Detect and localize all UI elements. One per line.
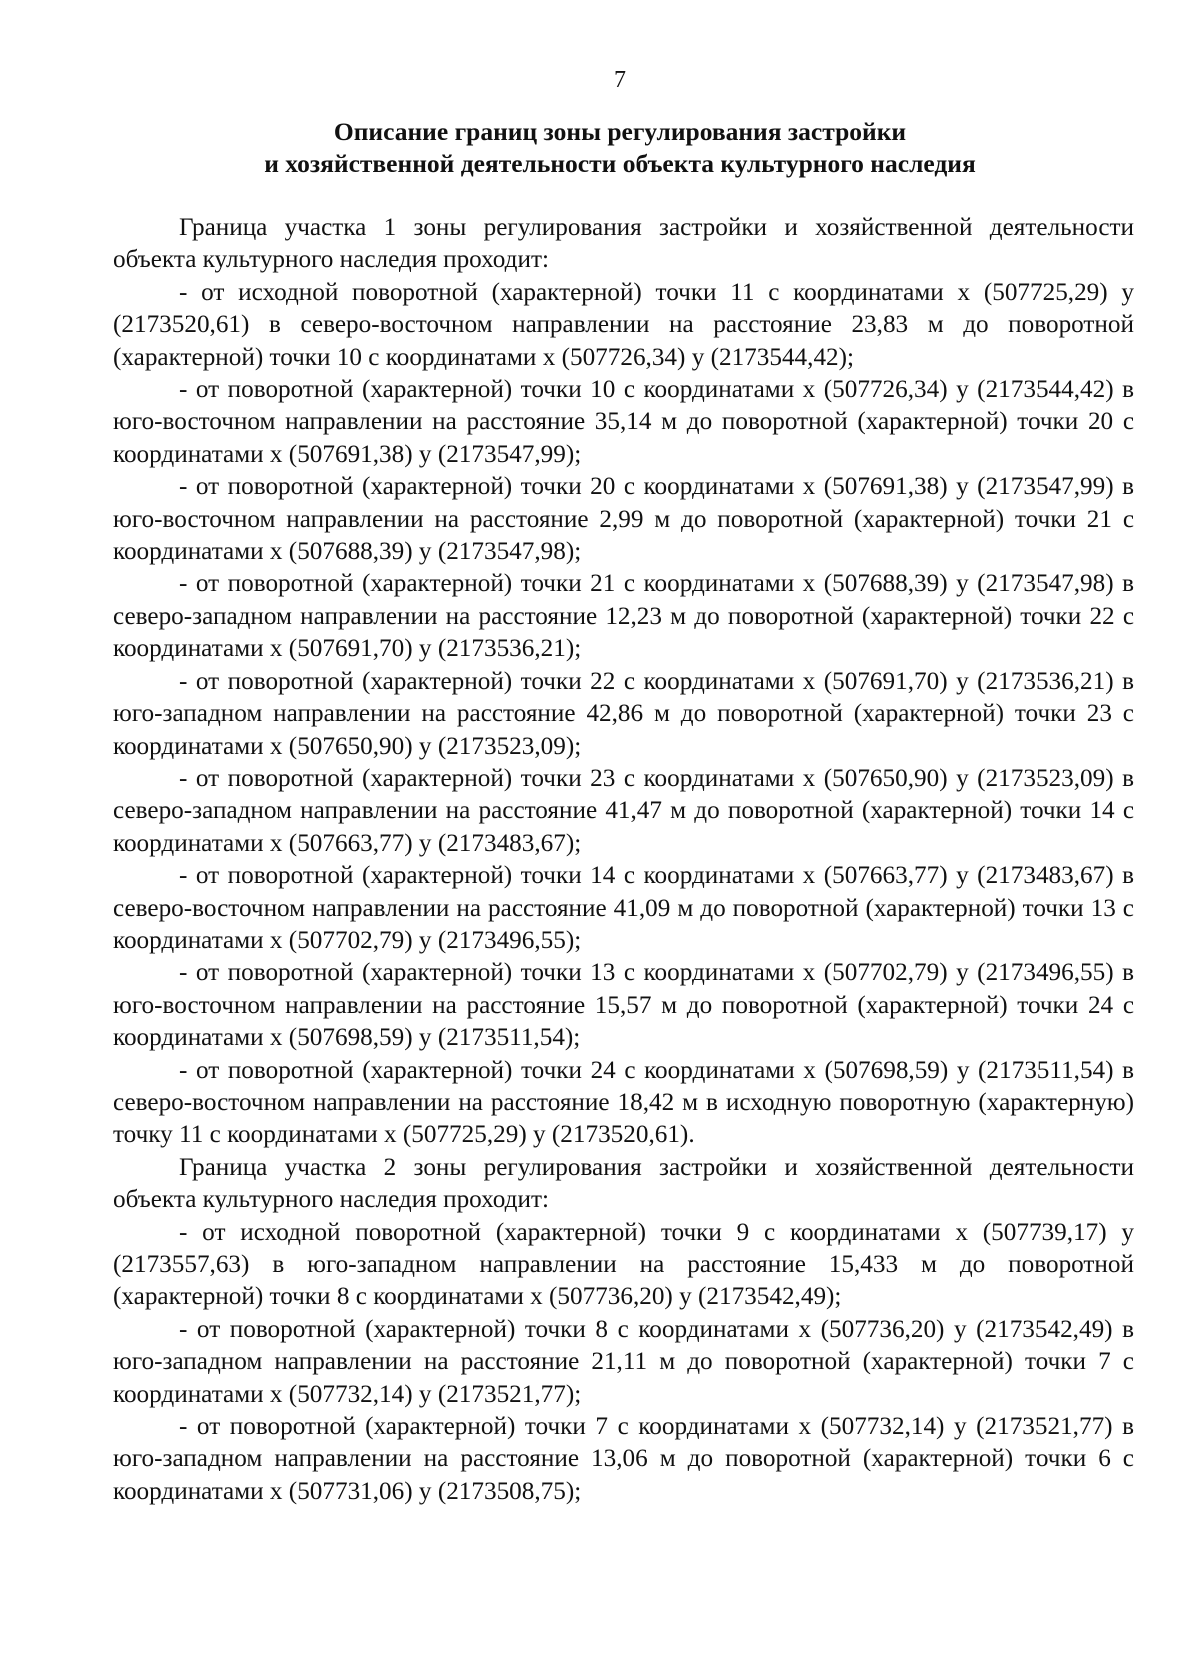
boundary-segment-paragraph: - от поворотной (характерной) точки 10 с координатами х (507726,34) у (2173544,42) в юго-восточном направлении на расстояние 35,14 м до поворотной (характерной) точки 20 с координатами х (507691,38) у (2173547,99);	[113, 376, 1134, 468]
boundary-segment-paragraph: - от исходной поворотной (характерной) точки 11 с координатами х (507725,29) у (2173520,61) в северо-восточном направлении на расстояние 23,83 м до поворотной (характерной) точки 10 с координатами х (507726,34) у (2173544,42);	[113, 278, 1134, 371]
title-line-2: и хозяйственной деятельности объекта культурного наследия	[264, 149, 976, 178]
boundary-segment-paragraph: - от поворотной (характерной) точки 22 с координатами х (507691,70) у (2173536,21) в юго-западном направлении на расстояние 42,86 м до поворотной (характерной) точки 23 с координатами х (507650,90) у (2173523,09);	[113, 667, 1134, 760]
boundary-segment-paragraph: - от поворотной (характерной) точки 21 с координатами х (507688,39) у (2173547,98) в северо-западном направлении на расстояние 12,23 м до поворотной (характерной) точки 22 с координатами х (507691,70) у (2173536,21);	[113, 570, 1134, 663]
boundary-segment-paragraph: - от поворотной (характерной) точки 8 с координатами х (507736,20) у (2173542,49) в юго-западном направлении на расстояние 21,11 м до поворотной (характерной) точки 7 с координатами х (507732,14) у (2173521,77);	[113, 1315, 1134, 1408]
title-line-1: Описание границ зоны регулирования застройки	[333, 117, 907, 146]
section-1-intro-paragraph: Граница участка 1 зоны регулирования застройки и хозяйственной деятельности объекта культурного наследия проходит:	[113, 214, 1134, 274]
boundary-segment-paragraph: - от поворотной (характерной) точки 23 с координатами х (507650,90) у (2173523,09) в северо-западном направлении на расстояние 41,47 м до поворотной (характерной) точки 14 с координатами х (507663,77) у (2173483,67);	[113, 764, 1134, 857]
boundary-segment-paragraph: - от поворотной (характерной) точки 7 с координатами х (507732,14) у (2173521,77) в юго-западном направлении на расстояние 13,06 м до поворотной (характерной) точки 6 с координатами х (507731,06) у (2173508,75);	[113, 1413, 1134, 1505]
document-body	[113, 212, 1134, 1508]
page-number: 7	[614, 67, 626, 93]
document-title	[110, 116, 1130, 180]
boundary-segment-paragraph: - от поворотной (характерной) точки 20 с координатами х (507691,38) у (2173547,99) в юго-восточном направлении на расстояние 2,99 м до поворотной (характерной) точки 21 с координатами х (507688,39) у (2173547,98);	[113, 473, 1134, 566]
boundary-segment-paragraph: - от поворотной (характерной) точки 13 с координатами х (507702,79) у (2173496,55) в юго-восточном направлении на расстояние 15,57 м до поворотной (характерной) точки 24 с координатами х (507698,59) у (2173511,54);	[113, 959, 1134, 1052]
boundary-segment-paragraph: - от поворотной (характерной) точки 24 с координатами х (507698,59) у (2173511,54) в северо-восточном направлении на расстояние 18,42 м в исходную поворотную (характерную) точку 11 с координатами х (507725,29) у (2173520,61).	[113, 1056, 1134, 1149]
boundary-segment-paragraph: - от поворотной (характерной) точки 14 с координатами х (507663,77) у (2173483,67) в северо-восточном направлении на расстояние 41,09 м до поворотной (характерной) точки 13 с координатами х (507702,79) у (2173496,55);	[113, 862, 1134, 954]
section-2-intro-paragraph: Граница участка 2 зоны регулирования застройки и хозяйственной деятельности объекта культурного наследия проходит:	[113, 1153, 1134, 1214]
boundary-segment-paragraph: - от исходной поворотной (характерной) точки 9 с координатами х (507739,17) у (2173557,63) в юго-западном направлении на расстояние 15,433 м до поворотной (характерной) точки 8 с координатами х (507736,20) у (2173542,49);	[113, 1218, 1134, 1311]
